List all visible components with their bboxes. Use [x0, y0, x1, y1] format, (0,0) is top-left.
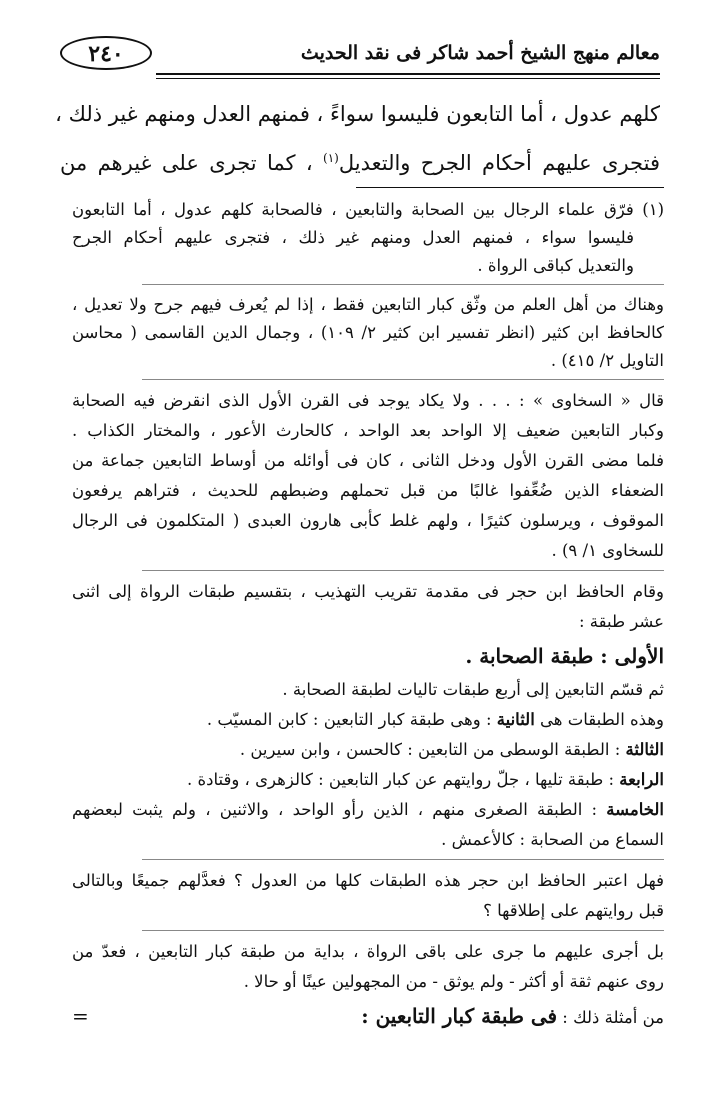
tabaqat-intro: ثم قسّم التابعين إلى أربع طبقات تاليات لطبقة الصحابة . — [282, 680, 664, 699]
tabaqa-label: الثانية — [496, 710, 535, 729]
note-line: الموقوف ، ويرسلون كثيرًا ، ولهم غلط كأبى هارون العبدى ( المتكلمون فى الرجال — [72, 511, 664, 530]
tabaqa-text: : الطبقة الوسطى من التابعين : كالحسن ، وابن سيرين . — [239, 740, 626, 759]
note-line: روى عنهم ثقة أو أكثر - ولم يوثق - من المجهولين عينًا أو حالا . — [243, 972, 664, 991]
footnote-reference[interactable]: (١) — [323, 151, 339, 165]
closing-heading: فى طبقة كبار التابعين : — [361, 1004, 558, 1028]
main-text-segment: ، كما تجرى على غيرهم من — [60, 151, 313, 175]
note-line: للسخاوى ١/ ٩) . — [551, 541, 664, 560]
tabaqa-fifth-continuation: السماع من الصحابة : كالأعمش . — [441, 830, 664, 849]
note-line: عشر طبقة : — [578, 612, 664, 631]
closing-line — [72, 997, 664, 1035]
note-line: قبل روايتهم على إطلاقها ؟ — [483, 901, 664, 920]
tabaqa-first — [72, 637, 664, 675]
section-divider — [142, 930, 664, 931]
section-divider — [142, 379, 664, 380]
tabaqa-label: الخامسة — [606, 800, 664, 819]
note-line: وكبار التابعين ضعيف إلا الواحد بعد الواحد ، كالحارث الأعور ، والمختار الكذاب . — [72, 421, 664, 440]
closing-text: من أمثلة ذلك : — [557, 1008, 664, 1027]
page-number: ٢٤٠ — [60, 36, 152, 70]
running-title: معالم منهج الشيخ أحمد شاكر فى نقد الحديث — [300, 42, 660, 64]
section-divider — [142, 284, 664, 285]
footnote-line — [72, 196, 664, 224]
tabaqa-label: الثالثة — [625, 740, 664, 759]
footnote-rule — [356, 187, 664, 188]
tabaqa-label: الرابعة — [619, 770, 664, 789]
note-paragraph-ibn-hajar — [72, 577, 664, 637]
note-line: فلما مضى القرن الأول ودخل الثانى ، كان فى أوائله من أوساط التابعين جماعة من — [72, 451, 664, 470]
note-line: قال « السخاوى » : . . . ولا يكاد يوجد فى القرن الأول الذى انقرض فيه الصحابة — [72, 391, 664, 410]
section-divider — [142, 570, 664, 571]
tabaqa-fifth — [72, 795, 664, 825]
tabaqa-fourth — [72, 765, 664, 795]
header-rule — [156, 73, 660, 75]
note-line: بل أجرى عليهم ما جرى على باقى الرواة ، بداية من طبقة كبار التابعين ، فعدّ من — [72, 942, 664, 961]
answer-paragraph — [72, 937, 664, 997]
footnote-line: والتعديل كباقى الرواة . — [477, 256, 634, 275]
tabaqa-text: : طبقة تليها ، جلّ روايتهم عن كبار التابعين : كالزهرى ، وقتادة . — [186, 770, 620, 789]
note-paragraph-huna — [72, 291, 664, 375]
tabaqa-text: : الطبقة الصغرى منهم ، الذين رأو الواحد ، والاثنين ، ولم يثبت لبعضهم — [72, 800, 607, 819]
note-paragraph-sakhawi — [72, 386, 664, 566]
tabaqat-list — [72, 637, 664, 855]
tabaqa-prefix: وهذه الطبقات هى — [534, 710, 664, 729]
header-rule-thin — [156, 78, 660, 79]
main-line: كلهم عدول ، أما التابعون فليسوا سواءً ، فمنهم العدل ومنهم غير ذلك ، — [55, 102, 660, 126]
main-text-segment: فتجرى عليهم أحكام الجرح والتعديل — [338, 151, 660, 175]
tabaqa-second — [72, 705, 664, 735]
note-line: كالحافظ ابن كثير (انظر تفسير ابن كثير ٢/ ١٠٩) ، وجمال الدين القاسمى ( محاسن — [72, 323, 664, 342]
footnote-marker: (١) — [642, 200, 664, 219]
note-line: وهناك من أهل العلم من وثّق كبار التابعين فقط ، إذا لم يُعرف فيهم جرح ولا تعديل ، — [72, 295, 664, 314]
note-line: التاويل ٢/ ٤١٥) . — [550, 351, 664, 370]
closing-text-group — [361, 997, 664, 1037]
tabaqa-third — [72, 735, 664, 765]
footnote-1 — [72, 196, 664, 280]
section-divider — [142, 859, 664, 860]
question-paragraph — [72, 866, 664, 926]
footnote-line: فليسوا سواء ، فمنهم العدل ومنهم غير ذلك ، فتجرى عليهم أحكام الجرح — [72, 228, 634, 247]
main-text — [55, 92, 660, 185]
continuation-mark: = — [72, 1004, 89, 1028]
main-line — [60, 136, 660, 185]
footnotes — [72, 196, 664, 1035]
footnote-text: فرّق علماء الرجال بين الصحابة والتابعين ، فالصحابة كلهم عدول ، أما التابعون — [72, 200, 634, 219]
page-header — [60, 26, 660, 74]
note-line: الضعفاء الذين ضُعِّفوا غالبًا من قبل تحملهم وضبطهم للحديث ، فتراهم يرفعون — [72, 481, 664, 500]
tabaqa-text: طبقة الصحابة . — [465, 644, 594, 668]
tabaqa-label: الأولى : — [600, 644, 664, 668]
note-line: فهل اعتبر الحافظ ابن حجر هذه الطبقات كلها من العدول ؟ فعدَّلهم جميعًا وبالتالى — [72, 871, 664, 890]
note-line: وقام الحافظ ابن حجر فى مقدمة تقريب التهذيب ، بتقسيم طبقات الرواة إلى اثنى — [72, 582, 664, 601]
tabaqa-text: : وهى طبقة كبار التابعين : كابن المسيّب . — [206, 710, 497, 729]
